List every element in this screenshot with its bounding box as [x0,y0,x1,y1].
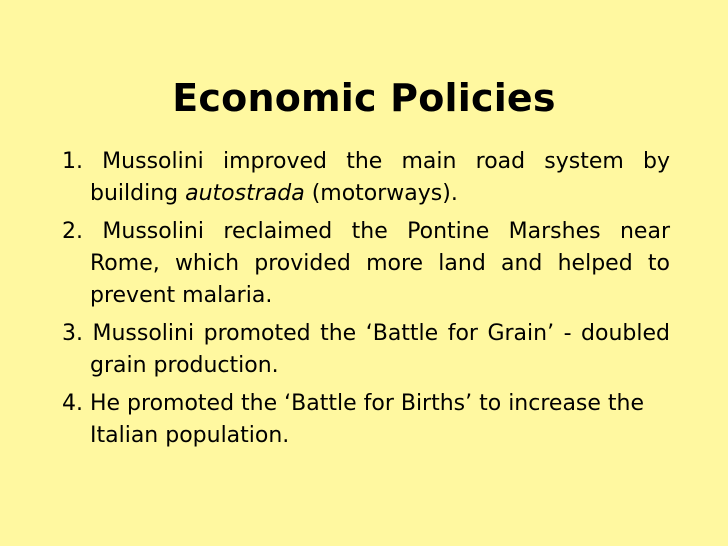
slide-title: Economic Policies [172,76,556,120]
list-item-4: 4. He promoted the ‘Battle for Births’ to increase the Italian population. [62,391,645,448]
list-item-1 [62,146,670,210]
list-item-2: 2. Mussolini reclaimed the Pontine Marshes near Rome, which provided more land and helped to prevent malaria. [62,219,670,308]
bullet-list [62,146,670,458]
item-1-text-end: (motorways). [304,181,458,206]
list-item-3: 3. Mussolini promoted the ‘Battle for Grain’ - doubled grain production. [62,321,670,378]
item-1-text: 1. Mussolini improved the main road system by building [62,149,670,206]
item-1-italic-term: autostrada [185,181,305,206]
